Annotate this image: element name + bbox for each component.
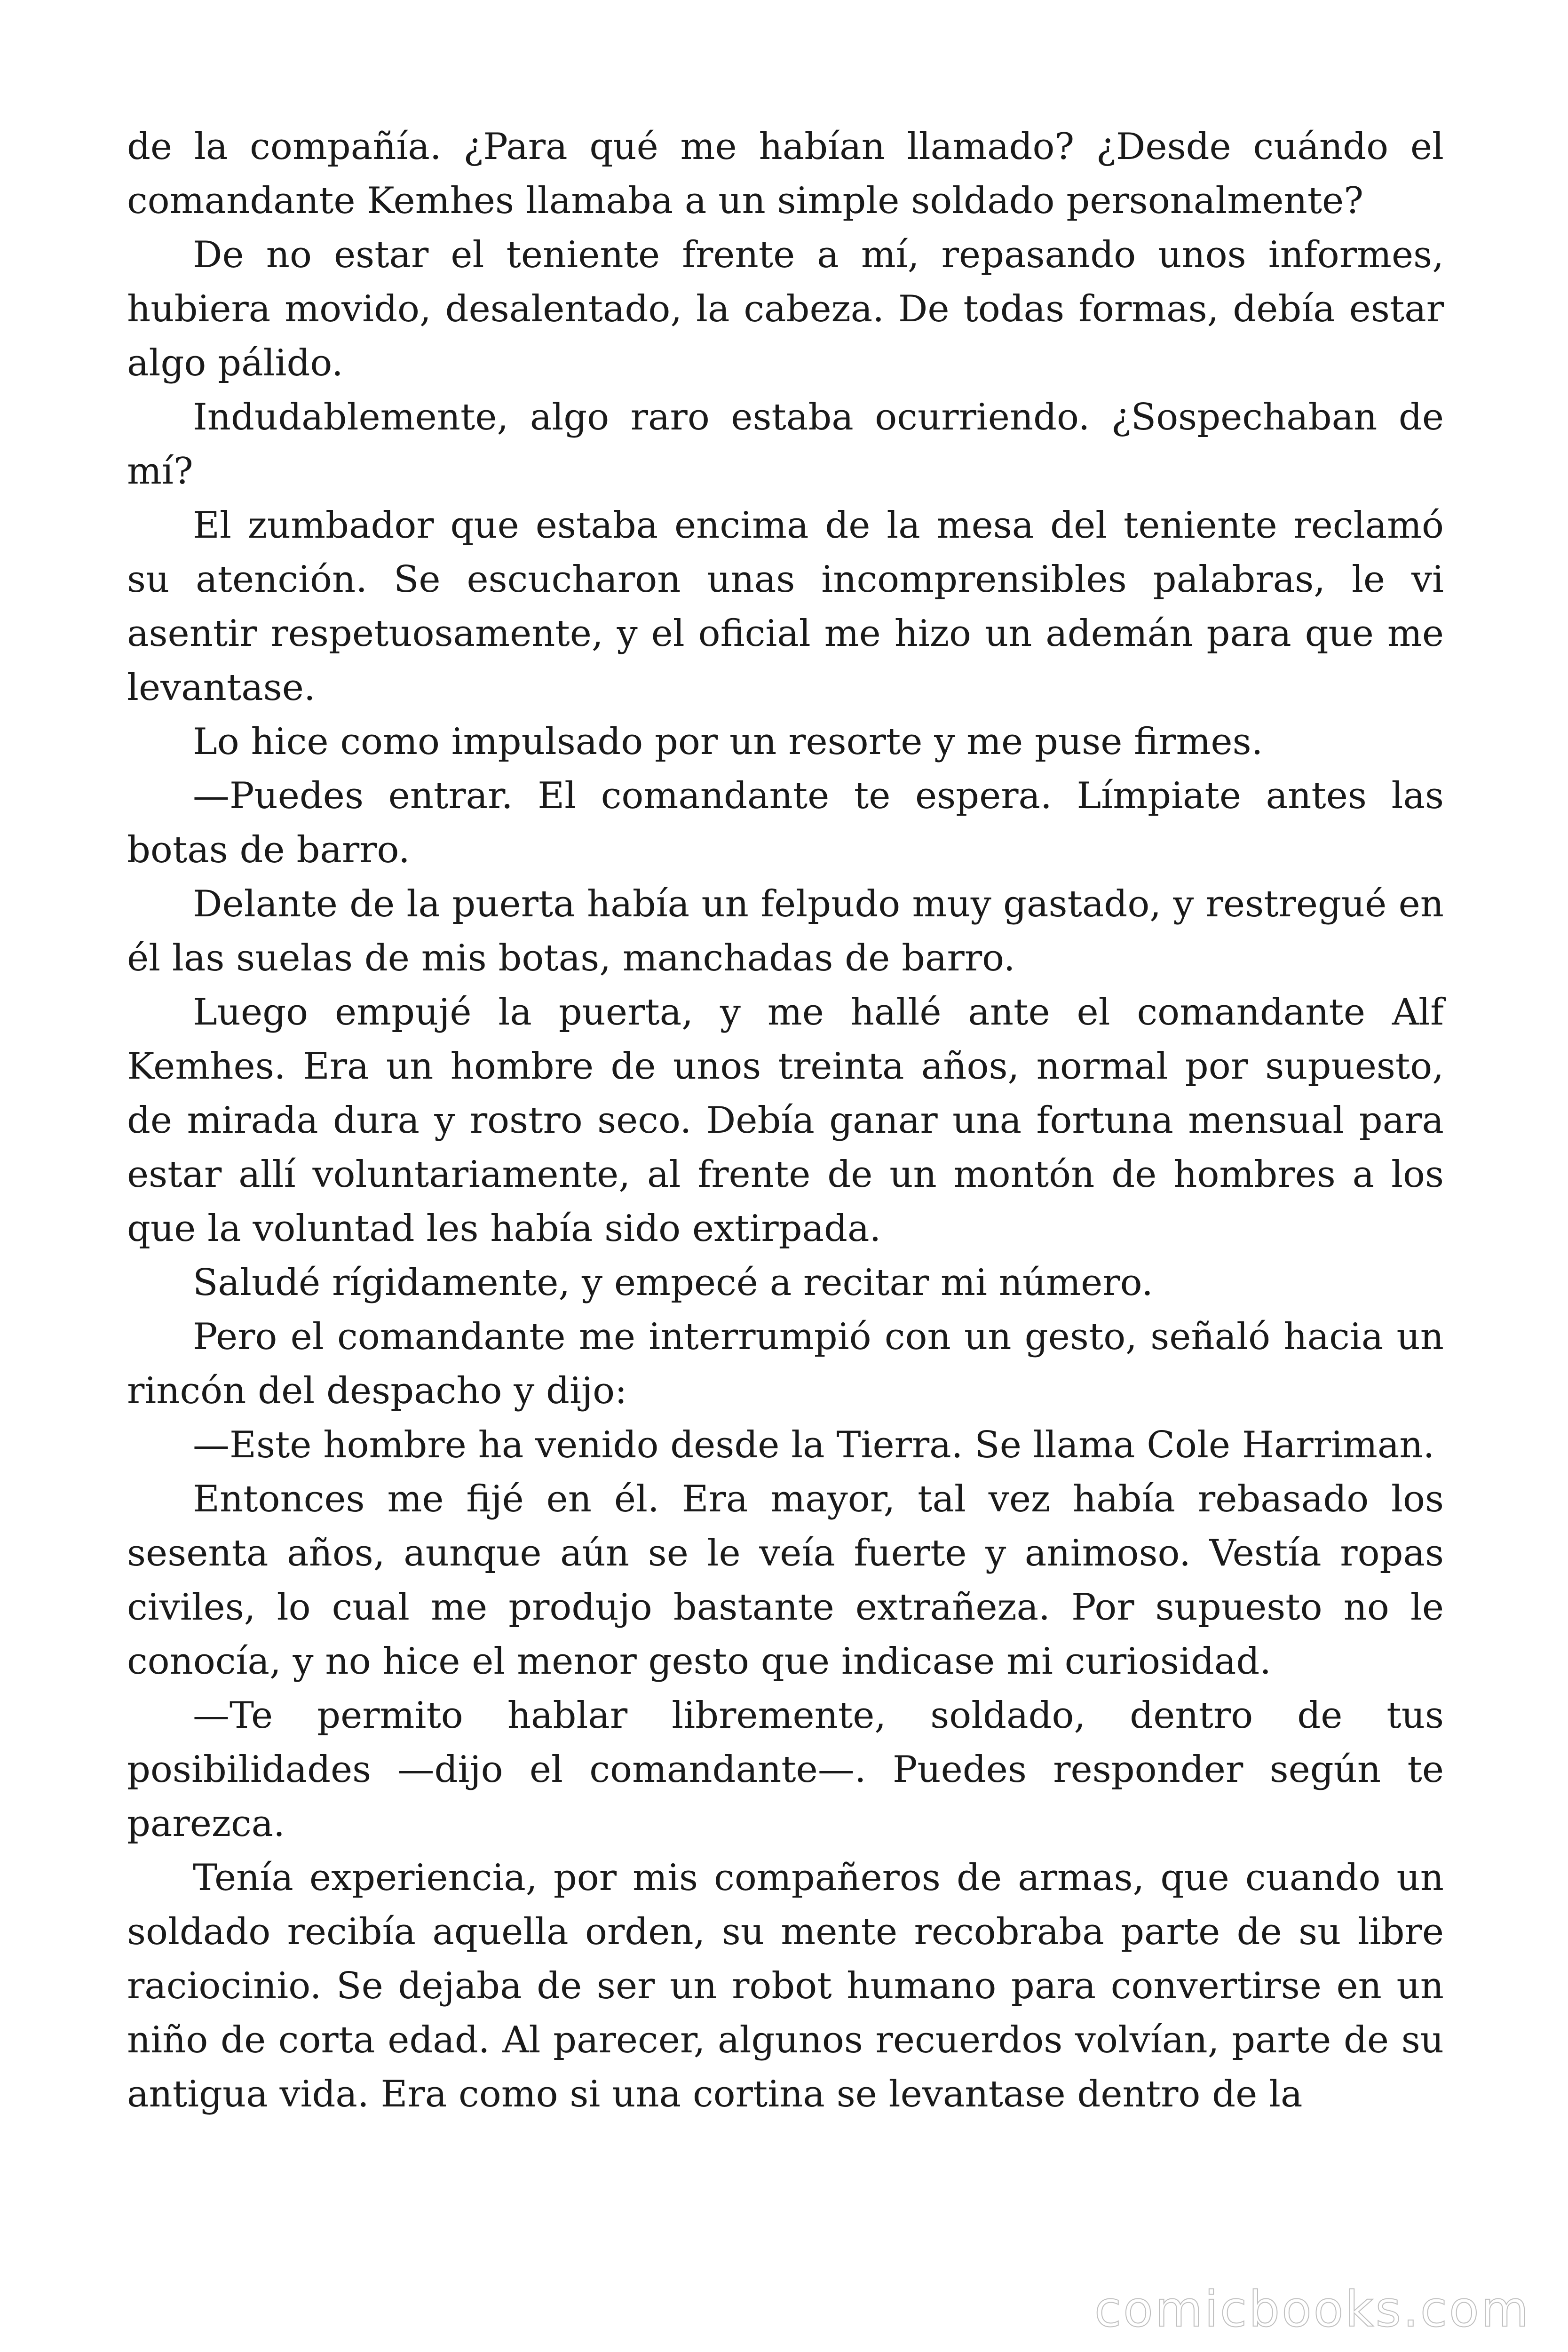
paragraph: El zumbador que estaba encima de la mesa del teniente reclamó su atención. Se escucharon unas incomprensibles palabras, le vi asentir respetuosamente, y el oficial me hizo un ademán para que me levantase. bbox=[127, 504, 1444, 709]
paragraph: Luego empujé la puerta, y me hallé ante el comandante Alf Kemhes. Era un hombre de unos treinta años, normal por supuesto, de mirada dura y rostro seco. Debía ganar una fortuna mensual para estar allí voluntariamente, al frente de un montón de hombres a los que la voluntad les había sido extirpada. bbox=[127, 991, 1444, 1250]
paragraph: Indudablemente, algo raro estaba ocurriendo. ¿Sospechaban de mí? bbox=[127, 396, 1444, 493]
paragraph: —Este hombre ha venido desde la Tierra. Se llama Cole Harriman. bbox=[193, 1424, 1435, 1466]
paragraph: De no estar el teniente frente a mí, repasando unos informes, hubiera movido, desalentado, la cabeza. De todas formas, debía estar algo pálido. bbox=[127, 234, 1444, 384]
paragraph: Delante de la puerta había un felpudo muy gastado, y restregué en él las suelas de mis botas, manchadas de barro. bbox=[127, 883, 1444, 979]
page-body-text bbox=[127, 120, 1444, 2122]
paragraph: —Puedes entrar. El comandante te espera. Límpiate antes las botas de barro. bbox=[127, 775, 1444, 871]
paragraph: Entonces me fijé en él. Era mayor, tal vez había rebasado los sesenta años, aunque aún se le veía fuerte y animoso. Vestía ropas civiles, lo cual me produjo bastante extrañeza. Por supuesto no le conocía, y no hice el menor gesto que indicase mi curiosidad. bbox=[127, 1478, 1444, 1683]
watermark: comicbooks.com bbox=[1094, 2280, 1530, 2338]
paragraph: de la compañía. ¿Para qué me habían llamado? ¿Desde cuándo el comandante Kemhes llamaba a un simple soldado personalmente? bbox=[127, 126, 1444, 222]
paragraph: —Te permito hablar libremente, soldado, dentro de tus posibilidades —dijo el comandante—. Puedes responder según te parezca. bbox=[127, 1694, 1444, 1845]
paragraph: Lo hice como impulsado por un resorte y me puse firmes. bbox=[193, 721, 1263, 763]
paragraph: Saludé rígidamente, y empecé a recitar mi número. bbox=[193, 1262, 1153, 1304]
paragraph: Pero el comandante me interrumpió con un gesto, señaló hacia un rincón del despacho y dijo: bbox=[127, 1316, 1444, 1412]
paragraph: Tenía experiencia, por mis compañeros de armas, que cuando un soldado recibía aquella orden, su mente recobraba parte de su libre raciocinio. Se dejaba de ser un robot humano para convertirse en un niño de corta edad. Al parecer, algunos recuerdos volvían, parte de su antigua vida. Era como si una cortina se levantase dentro de la bbox=[127, 1857, 1444, 2115]
